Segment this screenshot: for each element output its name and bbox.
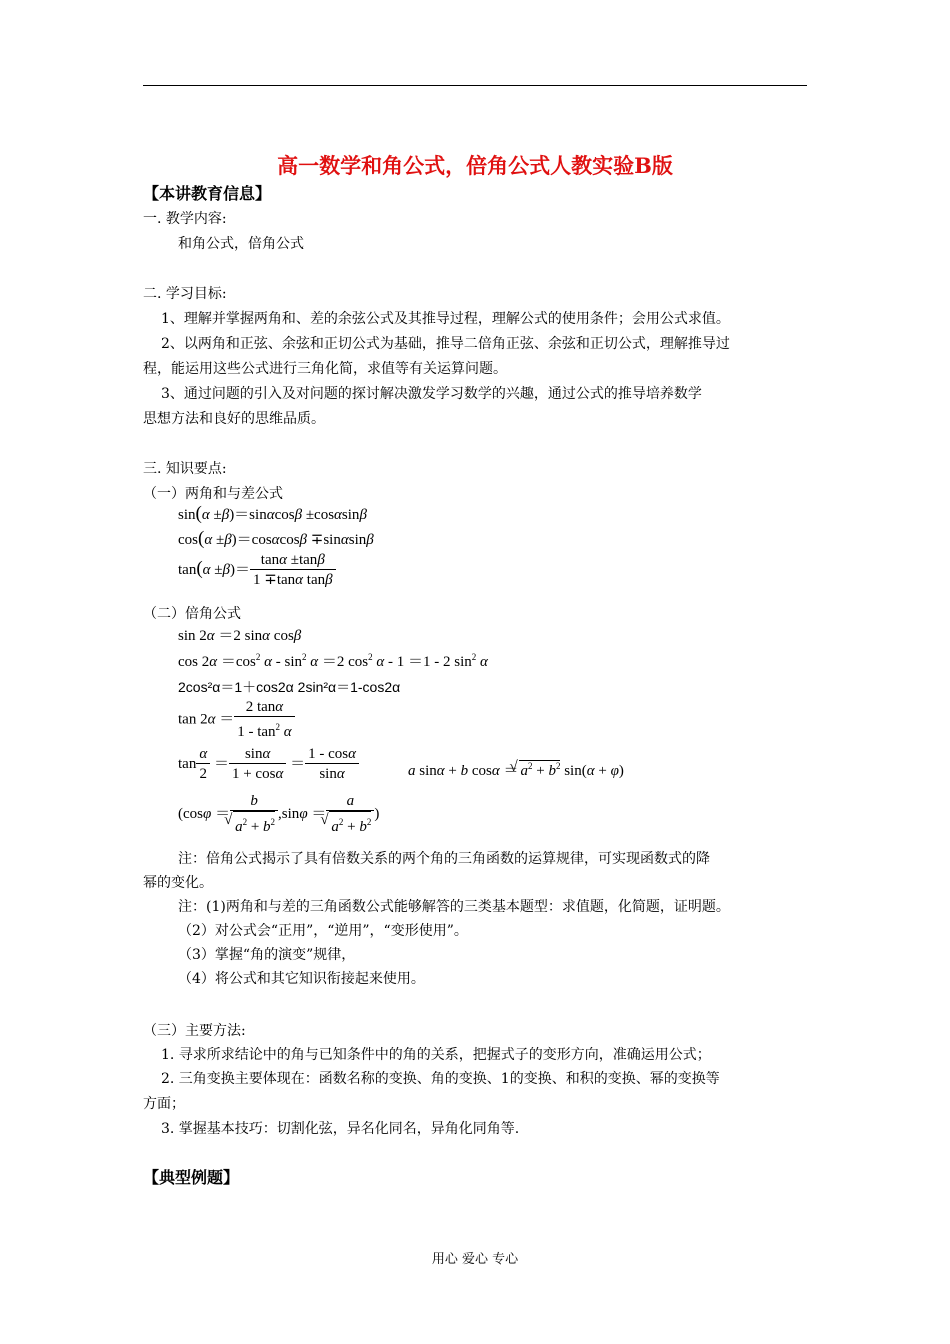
goal-1: 1、理解并掌握两角和、差的余弦公式及其推导过程，理解公式的使用条件；会用公式求值。 [161, 311, 730, 327]
method-2-line2: 方面； [143, 1096, 185, 1112]
note-4: （3）掌握“角的演变”规律， [178, 947, 356, 963]
note-3: （2）对公式会“正用”，“逆用”，“变形使用”。 [178, 923, 468, 939]
note-1-line2: 幂的变化。 [143, 875, 213, 891]
header-rule [143, 85, 807, 86]
note-2: 注：(1)两角和与差的三角函数公式能够解答的三类基本题型：求值题，化简题，证明题。 [178, 899, 730, 915]
note-1-line1: 注：倍角公式揭示了具有倍数关系的两个角的三角函数的运算规律，可实现函数式的降 [178, 851, 710, 867]
goal-3-line1: 3、通过问题的引入及对问题的探讨解决激发学习数学的兴趣，通过公式的推导培养数学 [161, 386, 702, 402]
heading-learning-goals: 二. 学习目标: [143, 286, 227, 302]
subheading-double-angle: （二）倍角公式 [143, 606, 241, 622]
method-1: 1. 寻求所求结论中的角与已知条件中的角的关系，把握式子的变形方向，准确运用公式； [161, 1047, 711, 1063]
formula-cos-double: $\cos 2\alpha =\cos^2$ $\alpha - \sin^2 \alpha =2$ $\cos^2 \alpha - 1 =1 - 2$ $\sin^2 \alpha$ [178, 652, 488, 670]
method-2-line1: 2. 三角变换主要体现在：函数名称的变换、角的变换、1的变换、和积的变换、幂的变换等 [161, 1071, 720, 1087]
method-3: 3. 掌握基本技巧：切割化弦，异名化同名，异角化同角等. [161, 1121, 520, 1137]
formula-phi-definition: (cosφ ＝ b √ $a^2 + b^2$ ,sinφ ＝ a √ $a^2 + b^2$ ) [178, 792, 379, 837]
formula-power-reduction: 2cos²α＝1＋cos2α 2sin²α＝1-cos2α [178, 679, 401, 695]
formula-tan-half: tan $\frac{\alpha}{2}$ ＝ $\frac{\sin\alpha}{1 + \cos\alpha}$ ＝ $\frac{1 - \cos\alpha}{\sin\alpha}$ [178, 745, 359, 784]
teaching-content-text: 和角公式，倍角公式 [178, 236, 304, 252]
formula-sin-double: sin 2α ＝2 sinα cosβ [178, 628, 302, 644]
page-title: 高一数学和角公式，倍角公式人教实验B版 [277, 153, 673, 178]
formula-sin-sum: sin(α ±β)＝sinαcosβ ±cosαsinβ [178, 503, 367, 524]
heading-key-points: 三. 知识要点: [143, 461, 227, 477]
goal-3-line2: 思想方法和良好的思维品质。 [143, 411, 325, 427]
formula-cos-sum: cos(α ±β)＝cosαcosβ ∓sinαsinβ [178, 528, 374, 549]
subheading-sum-difference: （一）两角和与差公式 [143, 486, 283, 502]
goal-2-line1: 2、以两角和正弦、余弦和正切公式为基础，推导二倍角正弦、余弦和正切公式，理解推导过 [161, 336, 730, 352]
page-footer: 用心 爱心 专心 [431, 1252, 519, 1267]
note-5: （4）将公式和其它知识衔接起来使用。 [178, 971, 425, 987]
formula-auxiliary-angle: a sinα + b cosα ＝√ $a^2 + b^2$ sin(α + φ) [408, 759, 624, 780]
section-heading-info: 【本讲教育信息】 [143, 184, 272, 203]
subheading-main-methods: （三）主要方法: [143, 1023, 246, 1039]
goal-2-line2: 程，能运用这些公式进行三角化简，求值等有关运算问题。 [143, 361, 507, 377]
heading-teaching-content: 一. 教学内容: [143, 211, 227, 227]
section-heading-examples: 【典型例题】 [143, 1168, 240, 1187]
formula-tan-double: tan 2α ＝ $\frac{2 \tan\alpha}{1 - \tan^2 \alpha}$ [178, 698, 295, 742]
formula-tan-sum: tan(α ±β)＝ $\frac{\tan\alpha \pm\tan\beta}{\text{1 ∓tanα tanβ}}$ [178, 551, 336, 590]
